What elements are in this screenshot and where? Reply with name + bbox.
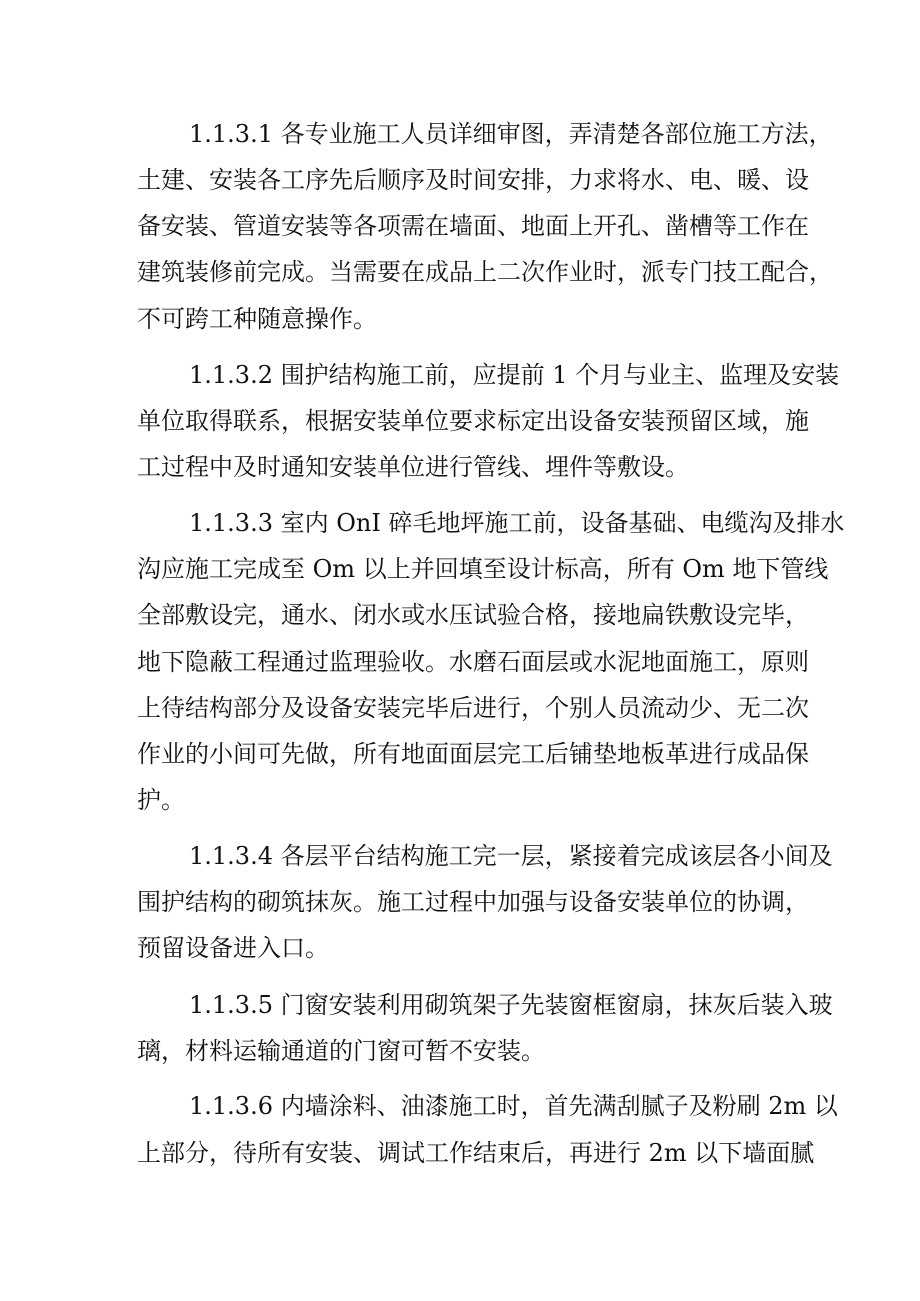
paragraph-1-line-5: 不可跨工种随意操作。 [137,305,377,333]
paragraph-3-line-5: 上待结构部分及设备安装完毕后进行，个别人员流动少、无二次 [137,694,809,722]
paragraph-5-line-1: 1.1.3.5 门窗安装利用砌筑架子先装窗框窗扇，抹灰后装入玻 [189,991,833,1019]
paragraph-1-line-2: 土建、安装各工序先后顺序及时间安排，力求将水、电、暖、设 [137,166,809,194]
paragraph-6-line-2: 上部分，待所有安装、调试工作结束后，再进行 2m 以下墙面腻 [137,1139,815,1167]
paragraph-3-line-4: 地下隐蔽工程通过监理验收。水磨石面层或水泥地面施工，原则 [137,648,809,676]
paragraph-4-line-2: 围护结构的砌筑抹灰。施工过程中加强与设备安装单位的协调， [137,888,809,916]
paragraph-3-line-7: 护。 [137,786,185,814]
paragraph-3-line-6: 作业的小间可先做，所有地面面层完工后铺垫地板革进行成品保 [137,740,809,768]
paragraph-2-line-1: 1.1.3.2 围护结构施工前，应提前 1 个月与业主、监理及安装 [189,361,840,389]
paragraph-3-line-1: 1.1.3.3 室内 OnI 碎毛地坪施工前，设备基础、电缆沟及排水 [189,509,845,537]
paragraph-4-line-1: 1.1.3.4 各层平台结构施工完一层，紧接着完成该层各小间及 [189,842,833,870]
paragraph-6-line-1: 1.1.3.6 内墙涂料、油漆施工时，首先满刮腻子及粉刷 2m 以 [189,1092,838,1120]
paragraph-4-line-3: 预留设备进入口。 [137,934,329,962]
paragraph-2-line-2: 单位取得联系，根据安装单位要求标定出设备安装预留区域，施 [137,407,809,435]
paragraph-1-line-1: 1.1.3.1 各专业施工人员详细审图，弄清楚各部位施工方法， [189,120,833,148]
paragraph-1-line-3: 备安装、管道安装等各项需在墙面、地面上开孔、凿槽等工作在 [137,212,809,240]
paragraph-3-line-2: 沟应施工完成至 Om 以上并回填至设计标高，所有 Om 地下管线 [137,555,829,583]
paragraph-5-line-2: 璃，材料运输通道的门窗可暂不安装。 [137,1037,545,1065]
paragraph-1-line-4: 建筑装修前完成。当需要在成品上二次作业时，派专门技工配合， [137,258,833,286]
paragraph-2-line-3: 工过程中及时通知安装单位进行管线、埋件等敷设。 [137,453,689,481]
paragraph-3-line-3: 全部敷设完，通水、闭水或水压试验合格，接地扁铁敷设完毕， [137,601,809,629]
